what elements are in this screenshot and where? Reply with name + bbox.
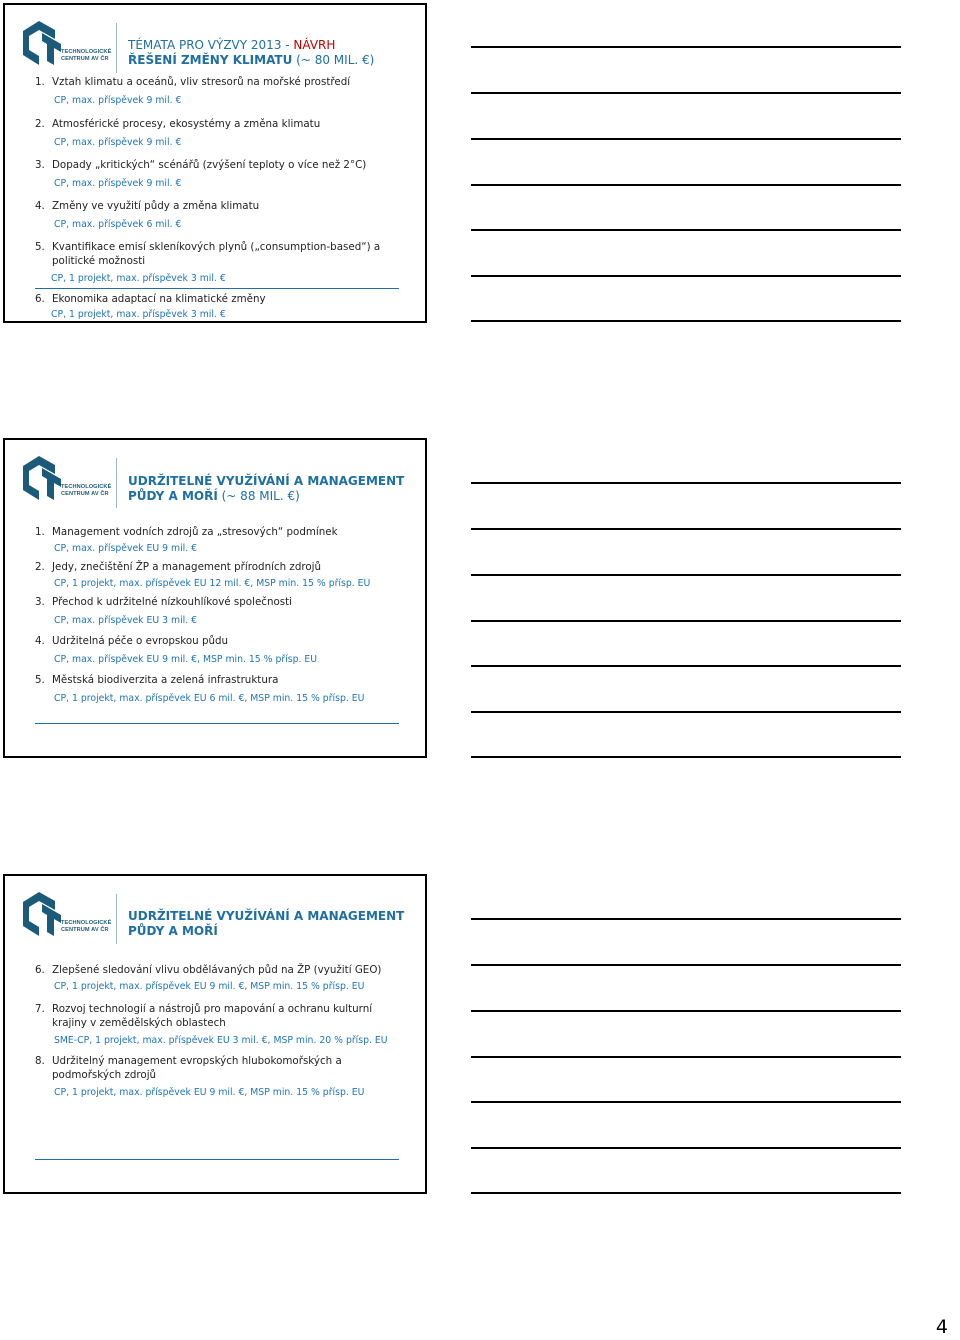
list-item	[35, 673, 405, 687]
logo-text-line1: TECHNOLOGICKÉ	[61, 484, 112, 490]
tc-logo	[21, 19, 113, 73]
note-line	[471, 964, 901, 966]
slide-title	[128, 909, 404, 939]
item-text: Udržitelná péče o evropskou půdu	[52, 635, 229, 647]
item-text: Dopady „kritických“ scénářů (zvýšení teploty o více než 2°C)	[52, 159, 367, 171]
item-text: Vztah klimatu a oceánů, vliv stresorů na mořské prostředí	[52, 76, 351, 88]
topic-list	[35, 525, 405, 705]
item-text: Atmosférické procesy, ekosystémy a změna klimatu	[52, 118, 321, 130]
item-number: 7.	[35, 1003, 45, 1015]
title-line1: UDRŽITELNÉ VYUŽÍVÁNÍ A MANAGEMENT	[128, 474, 405, 488]
item-funding: CP, max. příspěvek EU 9 mil. €	[54, 543, 198, 554]
note-line	[471, 1101, 901, 1103]
header-separator	[116, 458, 117, 508]
note-line	[471, 320, 901, 322]
tc-logo	[21, 890, 113, 944]
item-text: Management vodních zdrojů za „stresových“ podmínek	[52, 526, 338, 538]
tc-logo-icon	[21, 19, 65, 67]
item-text: Městská biodiverzita a zelená infrastruktura	[52, 674, 279, 686]
note-line	[471, 1147, 901, 1149]
note-line	[471, 574, 901, 576]
list-item	[35, 560, 405, 574]
title-line2-bold: PŮDY A MOŘÍ	[128, 924, 218, 938]
logo-text-line1: TECHNOLOGICKÉ	[61, 49, 112, 55]
list-item	[35, 199, 405, 213]
note-line	[471, 482, 901, 484]
item-funding: CP, max. příspěvek 6 mil. €	[54, 219, 182, 230]
item-funding: CP, 1 projekt, max. příspěvek 3 mil. €	[51, 309, 226, 320]
list-item	[35, 158, 405, 172]
list-item	[35, 963, 405, 977]
slide-1	[3, 3, 427, 323]
item-funding: CP, max. příspěvek 9 mil. €	[54, 137, 182, 148]
item-funding: CP, max. příspěvek EU 9 mil. €, MSP min. 15 % přísp. EU	[54, 654, 318, 665]
item-text: Přechod k udržitelné nízkouhlíkové společnosti	[52, 596, 293, 608]
item-funding: CP, 1 projekt, max. příspěvek EU 9 mil. €, MSP min. 15 % přísp. EU	[54, 1087, 365, 1098]
item-number: 5.	[35, 241, 45, 253]
note-line	[471, 1056, 901, 1058]
list-item	[35, 525, 405, 539]
item-funding: CP, max. příspěvek EU 3 mil. €	[54, 615, 198, 626]
list-item	[35, 117, 405, 131]
item-text: Změny ve využití půdy a změna klimatu	[52, 200, 260, 212]
title-line2-bold: ŘEŠENÍ ZMĚNY KLIMATU	[128, 53, 293, 67]
list-item	[35, 1002, 405, 1030]
item-text: Ekonomika adaptací na klimatické změny	[52, 293, 266, 305]
note-line	[471, 184, 901, 186]
page-number: 4	[935, 1316, 948, 1338]
note-line	[471, 620, 901, 622]
item-number: 8.	[35, 1055, 45, 1067]
list-item	[35, 1054, 405, 1082]
list-item	[35, 240, 405, 268]
item-funding: SME-CP, 1 projekt, max. příspěvek EU 3 mil. €, MSP min. 20 % přísp. EU	[54, 1035, 388, 1046]
footer-rule	[35, 723, 399, 724]
item-number: 4.	[35, 200, 45, 212]
item-number: 3.	[35, 159, 45, 171]
item-number: 5.	[35, 674, 45, 686]
title-line1: UDRŽITELNÉ VYUŽÍVÁNÍ A MANAGEMENT	[128, 909, 405, 923]
item-number: 2.	[35, 118, 45, 130]
footer-rule	[35, 1159, 399, 1160]
item-number: 1.	[35, 76, 45, 88]
slide-3	[3, 874, 427, 1194]
item-funding: CP, max. příspěvek 9 mil. €	[54, 178, 182, 189]
note-line	[471, 46, 901, 48]
slide-2	[3, 438, 427, 758]
item-funding: CP, 1 projekt, max. příspěvek EU 9 mil. €, MSP min. 15 % přísp. EU	[54, 981, 365, 992]
title-draft-label: NÁVRH	[293, 38, 336, 52]
note-line	[471, 275, 901, 277]
note-line	[471, 92, 901, 94]
note-line	[471, 138, 901, 140]
title-line2-amount: (~ 80 MIL. €)	[292, 53, 375, 67]
item-text: Zlepšené sledování vlivu obdělávaných půd na ŽP (využití GEO)	[52, 964, 382, 976]
logo-text-line2: CENTRUM AV ČR	[61, 55, 109, 62]
item-funding: CP, 1 projekt, max. příspěvek EU 6 mil. €, MSP min. 15 % přísp. EU	[54, 693, 365, 704]
tc-logo	[21, 454, 113, 508]
header-separator	[116, 894, 117, 944]
note-line	[471, 1192, 901, 1194]
note-line	[471, 665, 901, 667]
title-line2-amount: (~ 88 MIL. €)	[217, 489, 300, 503]
note-line	[471, 528, 901, 530]
list-item	[35, 292, 405, 306]
tc-logo-icon	[21, 890, 65, 938]
item-text: Udržitelný management evropských hlubokomořských a podmořských zdrojů	[52, 1055, 342, 1081]
header-separator	[116, 23, 117, 73]
item-text: Jedy, znečištění ŽP a management přírodních zdrojů	[52, 561, 322, 573]
item-number: 1.	[35, 526, 45, 538]
logo-text-line1: TECHNOLOGICKÉ	[61, 920, 112, 926]
list-item	[35, 595, 405, 609]
logo-text	[61, 49, 111, 62]
item-text: Kvantifikace emisí skleníkových plynů („consumption-based“) a politické možnosti	[52, 241, 381, 267]
item-number: 2.	[35, 561, 45, 573]
item-text: Rozvoj technologií a nástrojů pro mapování a ochranu kulturní krajiny v zemědělských oblastech	[52, 1003, 373, 1029]
topic-list	[35, 963, 405, 1099]
item-funding: CP, max. příspěvek 9 mil. €	[54, 95, 182, 106]
title-line1: TÉMATA PRO VÝZVY 2013 -	[128, 38, 294, 52]
item-number: 4.	[35, 635, 45, 647]
item-number: 6.	[35, 964, 45, 976]
title-line2-bold: PŮDY A MOŘÍ	[128, 489, 218, 503]
note-line	[471, 711, 901, 713]
note-line	[471, 229, 901, 231]
note-line	[471, 756, 901, 758]
topic-list	[35, 75, 405, 321]
item-funding: CP, 1 projekt, max. příspěvek 3 mil. €	[51, 273, 226, 284]
note-line	[471, 1010, 901, 1012]
slide-title	[128, 38, 374, 68]
logo-text-line2: CENTRUM AV ČR	[61, 926, 109, 933]
logo-text-line2: CENTRUM AV ČR	[61, 490, 109, 497]
item-number: 6.	[35, 293, 45, 305]
note-line	[471, 918, 901, 920]
tc-logo-icon	[21, 454, 65, 502]
list-item	[35, 634, 405, 648]
list-item	[35, 75, 405, 89]
item-funding: CP, 1 projekt, max. příspěvek EU 12 mil. €, MSP min. 15 % přísp. EU	[54, 578, 371, 589]
footer-rule	[35, 288, 399, 289]
logo-text	[61, 920, 111, 933]
logo-text	[61, 484, 111, 497]
slide-title	[128, 474, 404, 504]
item-number: 3.	[35, 596, 45, 608]
